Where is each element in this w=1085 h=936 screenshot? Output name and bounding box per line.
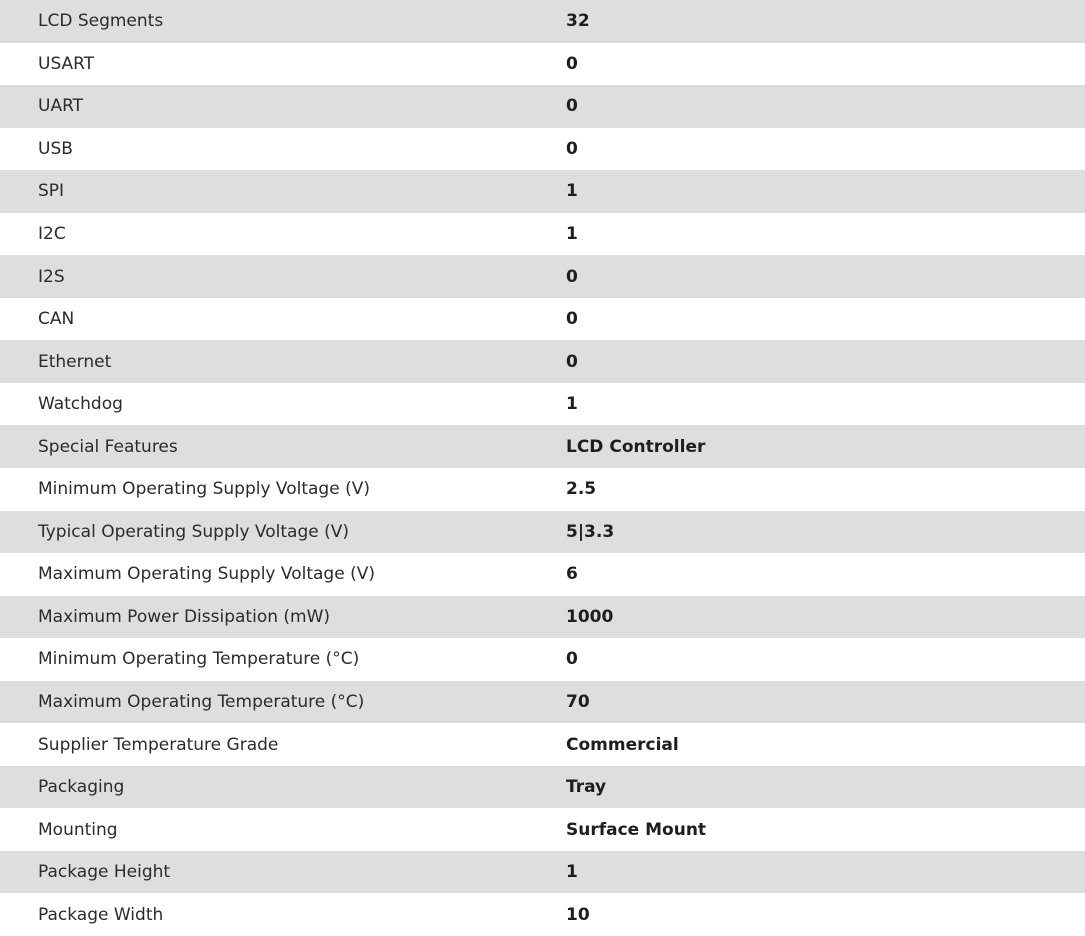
- spec-value: 5|3.3: [528, 511, 1085, 554]
- spec-label: I2S: [0, 255, 528, 298]
- spec-row-spi: [0, 170, 1085, 213]
- spec-row-min-operating-temp: [0, 638, 1085, 681]
- spec-label: Maximum Power Dissipation (mW): [0, 596, 528, 639]
- spec-row-lcd-segments: [0, 0, 1085, 43]
- spec-label: LCD Segments: [0, 0, 528, 43]
- spec-row-can: [0, 298, 1085, 341]
- spec-label: I2C: [0, 213, 528, 256]
- spec-value: Surface Mount: [528, 808, 1085, 851]
- spec-value: 1: [528, 213, 1085, 256]
- spec-value: Tray: [528, 766, 1085, 809]
- spec-row-usb: [0, 128, 1085, 171]
- spec-label: Minimum Operating Supply Voltage (V): [0, 468, 528, 511]
- spec-label: Typical Operating Supply Voltage (V): [0, 511, 528, 554]
- spec-label: Mounting: [0, 808, 528, 851]
- spec-value: 1000: [528, 596, 1085, 639]
- spec-row-i2c: [0, 213, 1085, 256]
- spec-row-max-supply-voltage: [0, 553, 1085, 596]
- spec-value: 70: [528, 681, 1085, 724]
- spec-value: 0: [528, 128, 1085, 171]
- spec-row-mounting: [0, 808, 1085, 851]
- spec-value: LCD Controller: [528, 425, 1085, 468]
- spec-label: SPI: [0, 170, 528, 213]
- spec-row-uart: [0, 85, 1085, 128]
- spec-row-usart: [0, 43, 1085, 86]
- spec-value: 0: [528, 298, 1085, 341]
- spec-row-special-features: [0, 425, 1085, 468]
- spec-label: UART: [0, 85, 528, 128]
- spec-label: Package Width: [0, 893, 528, 936]
- spec-value: 2.5: [528, 468, 1085, 511]
- spec-value: 0: [528, 43, 1085, 86]
- spec-row-min-supply-voltage: [0, 468, 1085, 511]
- spec-label: Packaging: [0, 766, 528, 809]
- spec-label: USB: [0, 128, 528, 171]
- spec-label: Maximum Operating Supply Voltage (V): [0, 553, 528, 596]
- spec-value: 1: [528, 383, 1085, 426]
- spec-row-package-height: [0, 851, 1085, 894]
- spec-label: Special Features: [0, 425, 528, 468]
- spec-label: Minimum Operating Temperature (°C): [0, 638, 528, 681]
- spec-row-max-operating-temp: [0, 681, 1085, 724]
- spec-value: 32: [528, 0, 1085, 43]
- spec-label: Ethernet: [0, 340, 528, 383]
- spec-value: 1: [528, 170, 1085, 213]
- spec-label: Watchdog: [0, 383, 528, 426]
- spec-row-max-power-dissipation: [0, 596, 1085, 639]
- spec-value: 6: [528, 553, 1085, 596]
- spec-value: 1: [528, 851, 1085, 894]
- spec-label: Maximum Operating Temperature (°C): [0, 681, 528, 724]
- spec-value: 0: [528, 255, 1085, 298]
- spec-row-packaging: [0, 766, 1085, 809]
- spec-label: Package Height: [0, 851, 528, 894]
- spec-value: Commercial: [528, 723, 1085, 766]
- spec-row-ethernet: [0, 340, 1085, 383]
- spec-value: 0: [528, 85, 1085, 128]
- spec-label: USART: [0, 43, 528, 86]
- spec-row-watchdog: [0, 383, 1085, 426]
- spec-value: 0: [528, 340, 1085, 383]
- spec-row-package-width: [0, 893, 1085, 936]
- spec-row-i2s: [0, 255, 1085, 298]
- spec-label: CAN: [0, 298, 528, 341]
- spec-label: Supplier Temperature Grade: [0, 723, 528, 766]
- spec-value: 10: [528, 893, 1085, 936]
- spec-value: 0: [528, 638, 1085, 681]
- spec-row-typical-supply-voltage: [0, 511, 1085, 554]
- spec-row-supplier-temp-grade: [0, 723, 1085, 766]
